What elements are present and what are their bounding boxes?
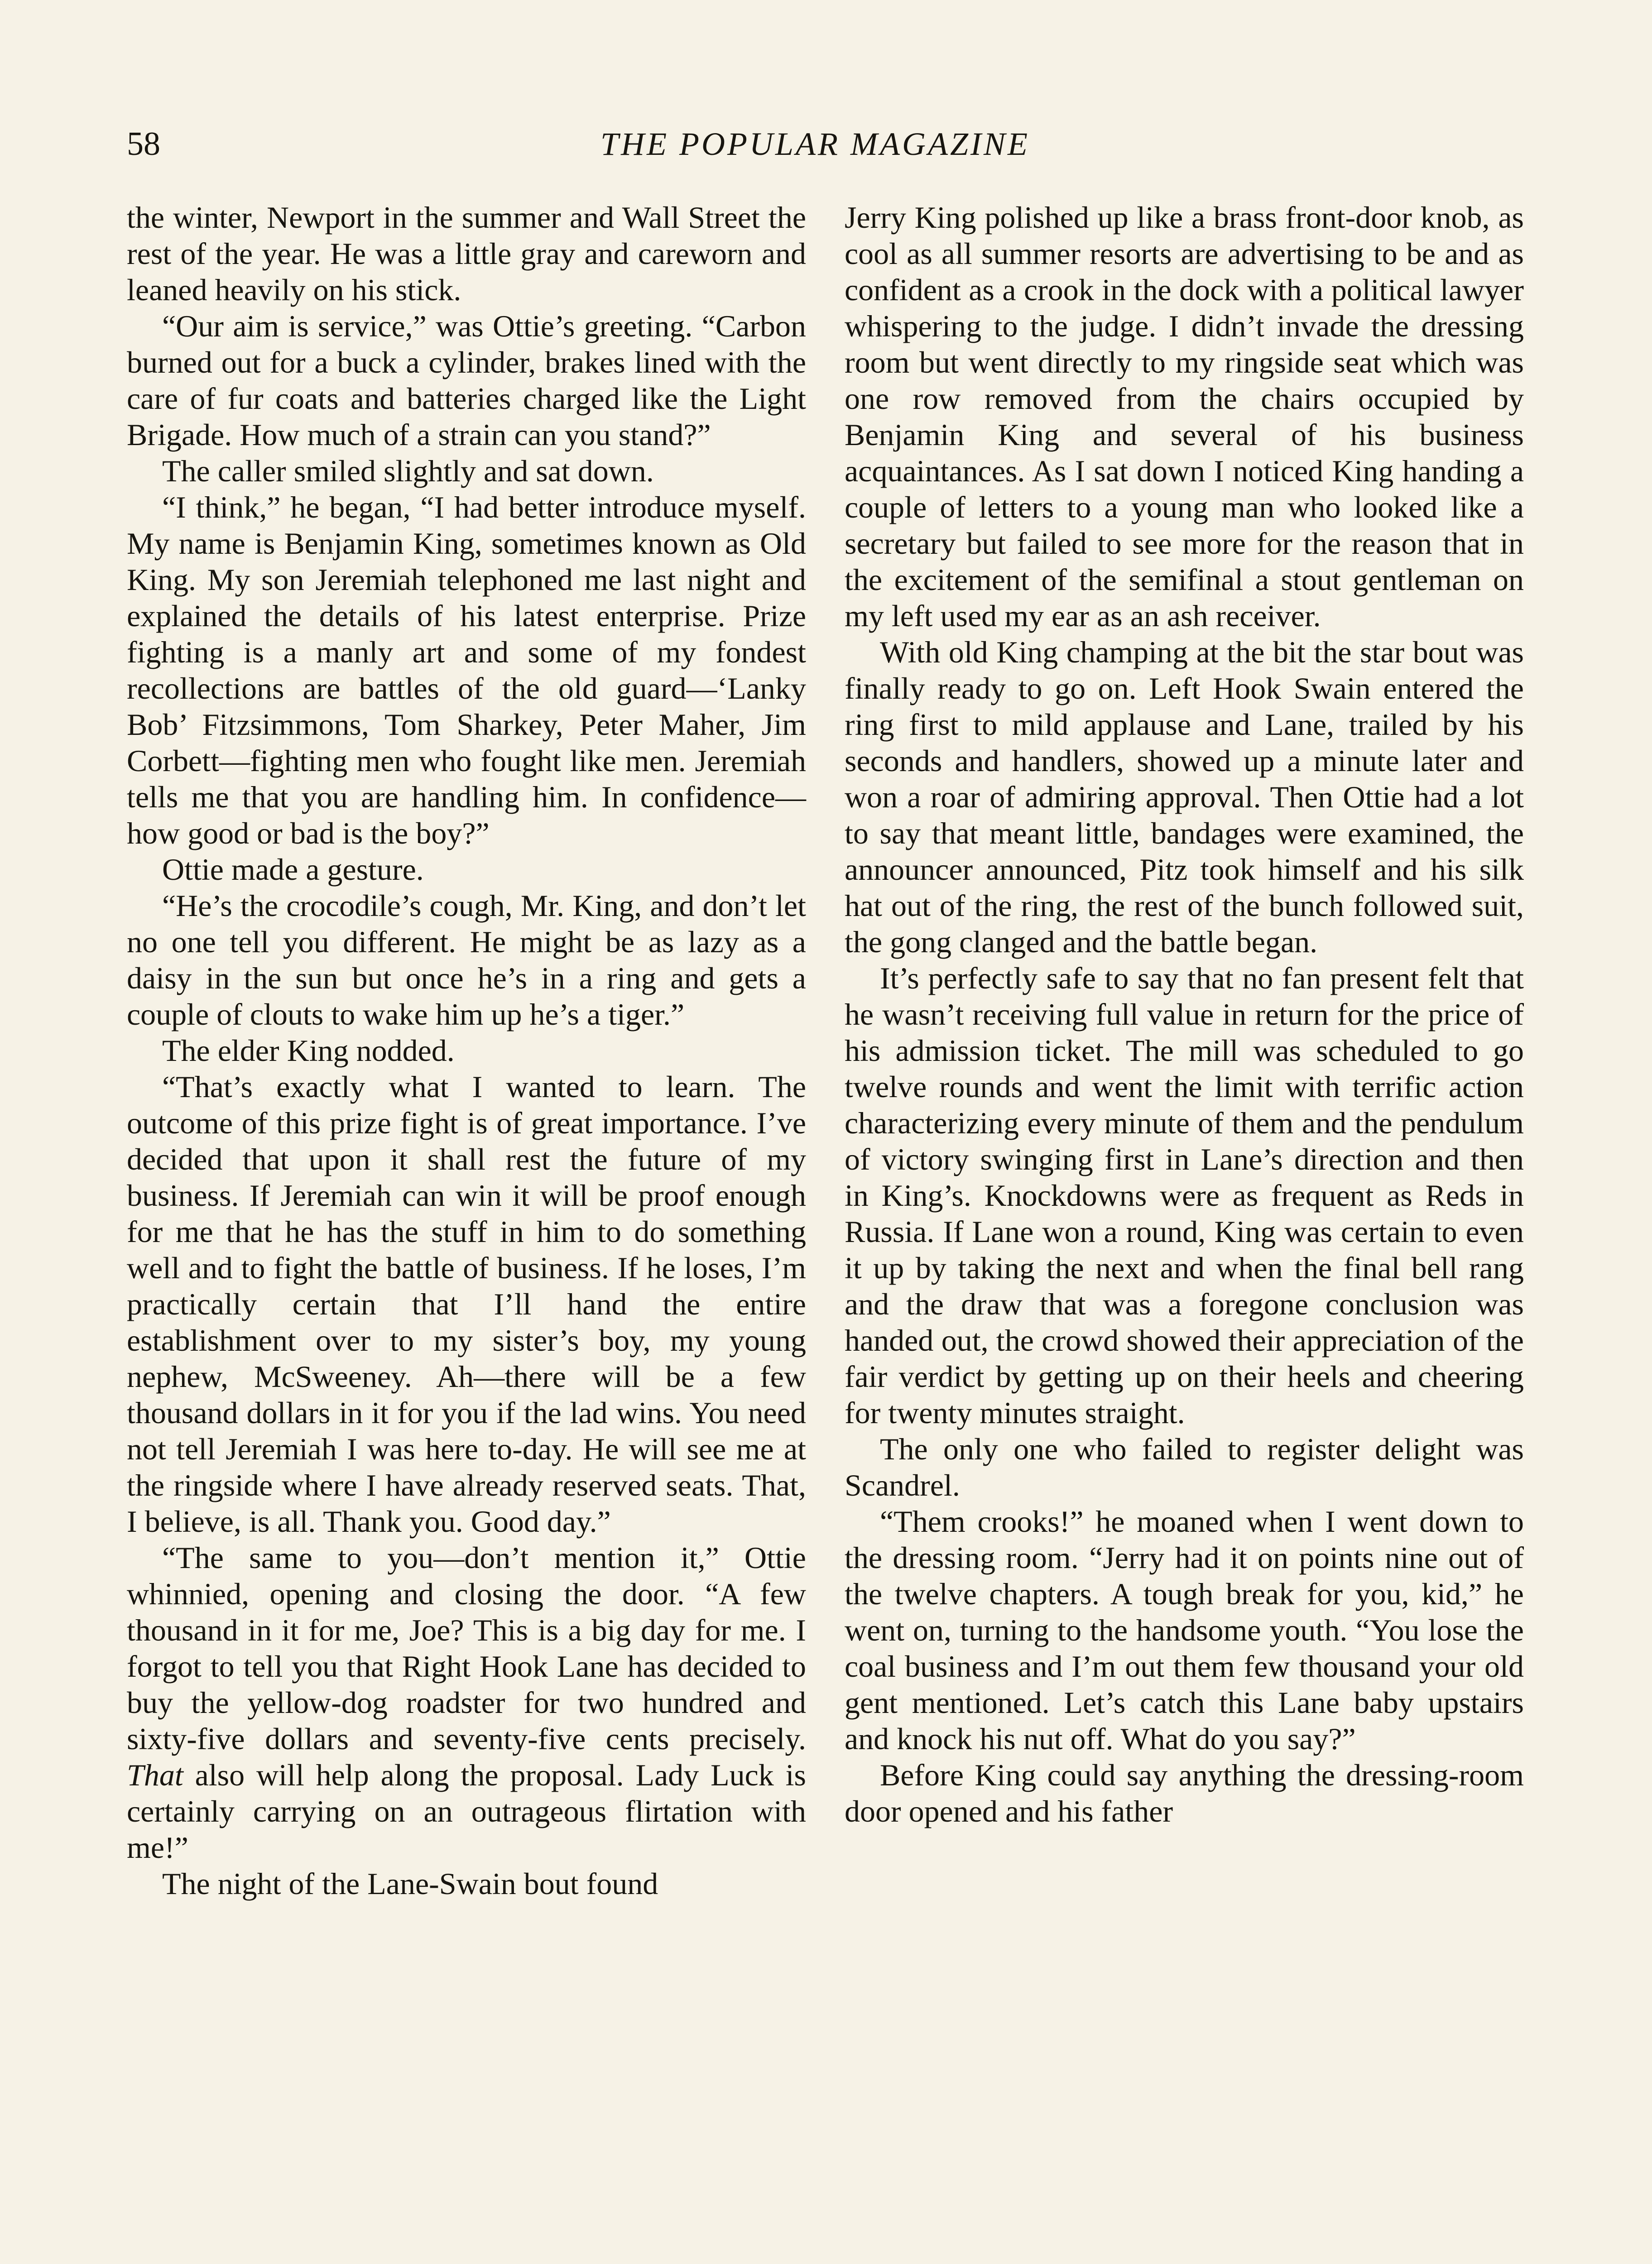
page-header <box>127 121 1531 171</box>
paragraph: The elder King nodded. <box>162 1033 455 1068</box>
paragraph: “Our aim is service,” was Ottie’s greeting. “Carbon burned out for a buck a cylinder, brakes lined with the care of fur coats and batteries charged like the Light Brigade. How much of a strain can you stand?” <box>127 309 806 452</box>
paragraph <box>127 1540 806 1866</box>
paragraph: the winter, Newport in the summer and Wall Street the rest of the year. He was a little gray and careworn and leaned heavily on his stick. <box>127 200 806 307</box>
paragraph: “That’s exactly what I wanted to learn. The outcome of this prize fight is of great importance. I’ve decided that upon it shall rest the future of my business. If Jeremiah can win it will be proof enough for me that he has the stuff in him to do something well and to fight the battle of business. If he loses, I’m practically certain that I’ll hand the entire establishment over to my sister’s boy, my young nephew, McSweeney. Ah—there will be a few thousand dollars in it for you if the lad wins. You need not tell Jeremiah I was here to-day. He will see me at the ringside where I have already reserved seats. That, I believe, is all. Thank you. Good day.” <box>127 1070 806 1539</box>
paragraph: “I think,” he began, “I had better introduce myself. My name is Benjamin King, sometimes known as Old King. My son Jeremiah telephoned me last night and explained the details of his latest enterprise. Prize fighting is a manly art and some of my fondest recollections are battles of the old guard—‘Lanky Bob’ Fitzsimmons, Tom Sharkey, Peter Maher, Jim Corbett—fighting men who fought like men. Jeremiah tells me that you are handling him. In confidence—how good or bad is the boy?” <box>127 490 806 850</box>
paragraph: The caller smiled slightly and sat down. <box>162 454 654 488</box>
paragraph: “Them crooks!” he moaned when I went down to the dressing room. “Jerry had it on points nine out of the twelve chapters. A tough break for you, kid,” he went on, turning to the handsome youth. “You lose the coal business and I’m out them few thousand your old gent mentioned. Let’s catch this Lane baby upstairs and knock his nut off. What do you say?” <box>845 1504 1524 1756</box>
paragraph: The only one who failed to register delight was Scandrel. <box>845 1432 1524 1502</box>
page-number: 58 <box>127 125 160 163</box>
left-text-column <box>127 199 806 2264</box>
paragraph: It’s perfectly safe to say that no fan present felt that he wasn’t receiving full value in return for the price of his admission ticket. The mill was scheduled to go twelve rounds and went the limit with terrific action characterizing every minute of them and the pendulum of victory swinging first in Lane’s direction and then in King’s. Knockdowns were as frequent as Reds in Russia. If Lane won a round, King was certain to even it up by taking the next and when the final bell rang and the draw that was a foregone conclusion was handed out, the crowd showed their appreciation of the fair verdict by getting up on their heels and cheering for twenty minutes straight. <box>845 961 1524 1430</box>
italic-word: That <box>127 1758 183 1792</box>
paragraph: With old King champing at the bit the star bout was finally ready to go on. Left Hook Swain entered the ring first to mild applause and Lane, trailed by his seconds and handlers, showed up a minute later and won a roar of admiring approval. Then Ottie had a lot to say that meant little, bandages were examined, the announcer announced, Pitz took himself and his silk hat out of the ring, the rest of the bunch followed suit, the gong clanged and the battle began. <box>845 635 1524 959</box>
paragraph: Ottie made a gesture. <box>162 852 424 887</box>
paragraph: “He’s the crocodile’s cough, Mr. King, and don’t let no one tell you different. He might be as lazy as a daisy in the sun but once he’s in a ring and gets a couple of clouts to wake him up he’s a tiger.” <box>127 888 806 1031</box>
paragraph: The night of the Lane-Swain bout found <box>162 1866 658 1901</box>
running-title: THE POPULAR MAGAZINE <box>600 126 1030 162</box>
right-text-column <box>845 199 1524 2264</box>
paragraph-text: also will help along the proposal. Lady Luck is certainly carrying on an outrageous flirtation with me!” <box>127 1758 807 1865</box>
paragraph-text: “The same to you—don’t mention it,” Ottie whinnied, opening and closing the door. “A few thousand in it for me, Joe? This is a big day for me. I forgot to tell you that Right Hook Lane has decided to buy the yellow-dog roadster for two hundred and sixty-five dollars and seventy-five cents precisely. <box>127 1540 806 1756</box>
paragraph: Jerry King polished up like a brass front-door knob, as cool as all summer resorts are advertising to be and as confident as a crook in the dock with a political lawyer whispering to the judge. I didn’t invade the dressing room but went directly to my ringside seat which was one row removed from the chairs occupied by Benjamin King and several of his business acquaintances. As I sat down I noticed King handing a couple of letters to a young man who looked like a secretary but failed to see more for the reason that in the excitement of the semifinal a stout gentleman on my left used my ear as an ash receiver. <box>845 200 1524 633</box>
paragraph: Before King could say anything the dressing-room door opened and his father <box>845 1758 1524 1828</box>
